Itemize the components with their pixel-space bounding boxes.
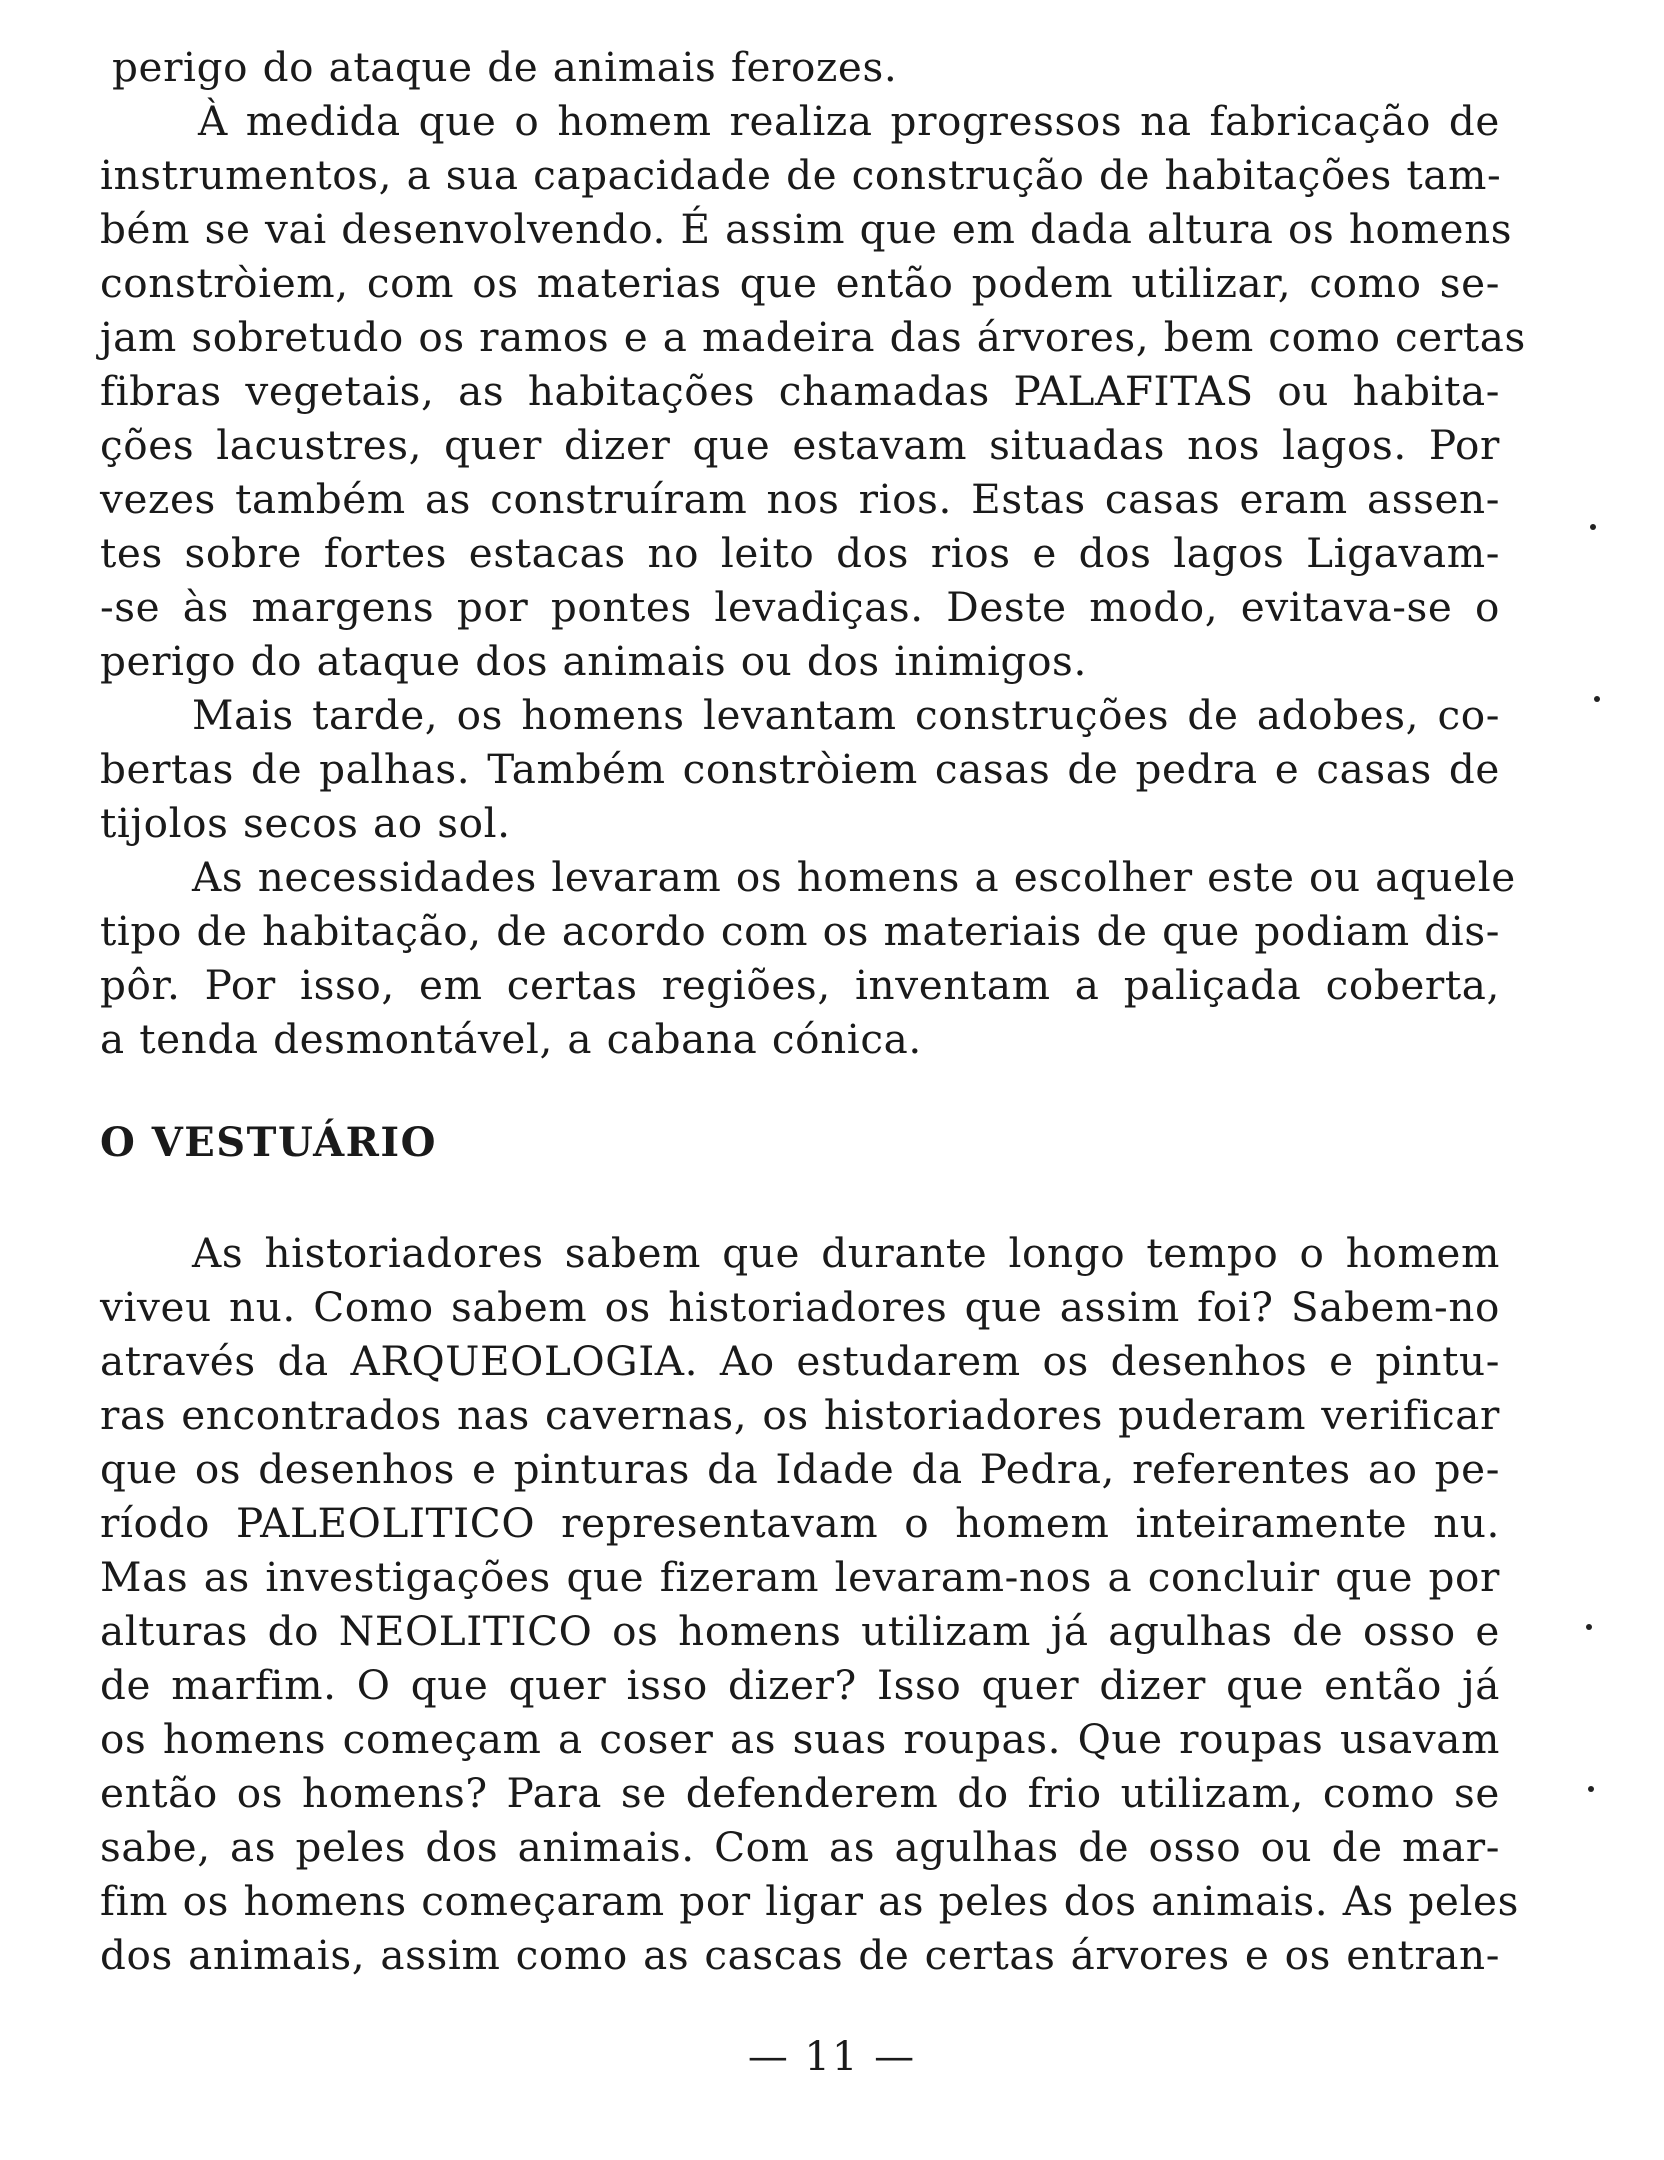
text-line: pôr. Por isso, em certas regiões, inventam a paliçada coberta,	[100, 961, 1500, 1009]
paragraphs-habitation	[100, 40, 1526, 1066]
page-number: — 11 —	[747, 2034, 917, 2080]
text-line: bém se vai desenvolvendo. É assim que em dada altura os homens	[100, 205, 1513, 253]
text-line: ras encontrados nas cavernas, os historiadores puderam verificar	[100, 1391, 1500, 1439]
text-line: dos animais, assim como as cascas de certas árvores e os entran-	[100, 1931, 1500, 1979]
scan-speck	[1590, 524, 1596, 530]
paragraphs-clothing	[100, 1226, 1520, 1982]
text-line: então os homens? Para se defenderem do frio utilizam, como se	[100, 1769, 1500, 1817]
text-line: que os desenhos e pinturas da Idade da Pedra, referentes ao pe-	[100, 1445, 1500, 1493]
text-line: perigo do ataque dos animais ou dos inimigos.	[100, 637, 1087, 685]
text-line: alturas do NEOLITICO os homens utilizam já agulhas de osso e	[100, 1607, 1500, 1655]
text-line: -se às margens por pontes levadiças. Deste modo, evitava-se o	[100, 583, 1500, 631]
text-line: a tenda desmontável, a cabana cónica.	[100, 1015, 922, 1063]
scan-speck	[1594, 696, 1600, 702]
text-line: Mais tarde, os homens levantam construções de adobes, co-	[192, 691, 1500, 739]
text-line: fibras vegetais, as habitações chamadas PALAFITAS ou habita-	[100, 367, 1500, 415]
text-line: ções lacustres, quer dizer que estavam situadas nos lagos. Por	[100, 421, 1500, 469]
text-line: constròiem, com os materias que então podem utilizar, como se-	[100, 259, 1500, 307]
text-line: tipo de habitação, de acordo com os materiais de que podiam dis-	[100, 907, 1500, 955]
text-line: fim os homens começaram por ligar as peles dos animais. As peles	[100, 1877, 1520, 1925]
text-line: tes sobre fortes estacas no leito dos rios e dos lagos Ligavam-	[100, 529, 1500, 577]
text-line: perigo do ataque de animais ferozes.	[112, 43, 898, 91]
scan-speck	[1586, 1624, 1592, 1630]
section-heading: O VESTUÁRIO	[100, 1119, 437, 1166]
text-line: instrumentos, a sua capacidade de construção de habitações tam-	[100, 151, 1502, 199]
text-line: através da ARQUEOLOGIA. Ao estudarem os desenhos e pintu-	[100, 1337, 1500, 1385]
text-line: vezes também as construíram nos rios. Estas casas eram assen-	[100, 475, 1500, 523]
text-line: Mas as investigações que fizeram levaram-nos a concluir que por	[100, 1553, 1500, 1601]
text-line: sabe, as peles dos animais. Com as agulhas de osso ou de mar-	[100, 1823, 1500, 1871]
text-line: À medida que o homem realiza progressos na fabricação de	[198, 97, 1500, 145]
text-line: de marfim. O que quer isso dizer? Isso quer dizer que então já	[100, 1661, 1500, 1709]
text-line: jam sobretudo os ramos e a madeira das árvores, bem como certas	[100, 313, 1526, 361]
text-line: As historiadores sabem que durante longo tempo o homem	[192, 1229, 1500, 1277]
scan-speck	[1588, 1786, 1594, 1792]
text-line: viveu nu. Como sabem os historiadores que assim foi? Sabem-no	[100, 1283, 1500, 1331]
text-line: ríodo PALEOLITICO representavam o homem inteiramente nu.	[100, 1499, 1500, 1547]
text-line: bertas de palhas. Também constròiem casas de pedra e casas de	[100, 745, 1500, 793]
text-line: os homens começam a coser as suas roupas. Que roupas usavam	[100, 1715, 1500, 1763]
text-line: tijolos secos ao sol.	[100, 799, 511, 847]
text-line: As necessidades levaram os homens a escolher este ou aquele	[192, 853, 1516, 901]
